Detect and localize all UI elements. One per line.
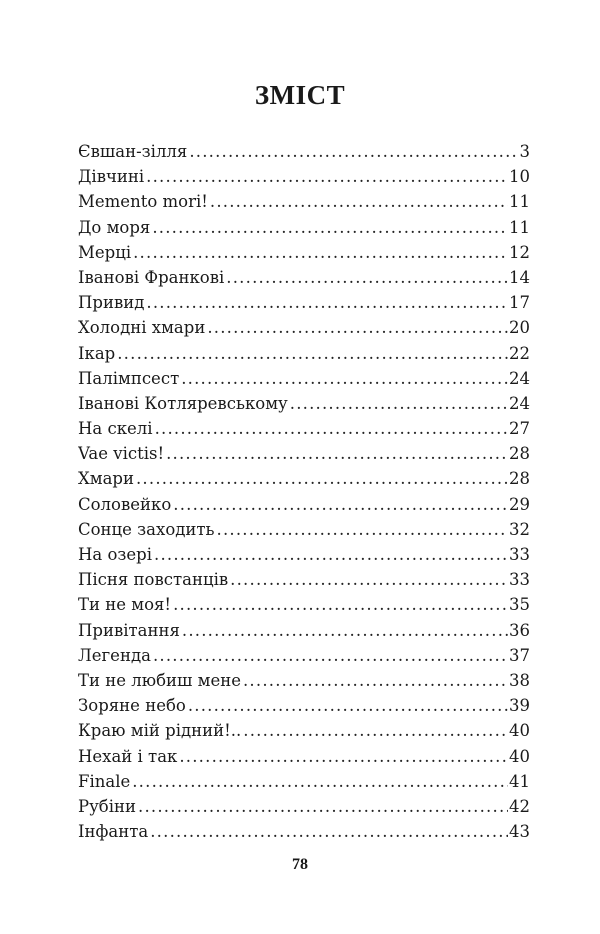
dot-leader bbox=[182, 618, 508, 643]
dot-leader bbox=[226, 265, 508, 290]
toc-entry-page: 17 bbox=[509, 293, 530, 313]
toc-entry-title: До моря bbox=[78, 217, 151, 237]
toc-entry-page: 11 bbox=[509, 192, 530, 212]
toc-entry-page: 33 bbox=[509, 545, 530, 564]
toc-entry bbox=[78, 189, 530, 214]
toc-entry-page: 12 bbox=[509, 242, 530, 262]
dot-leader bbox=[132, 769, 508, 794]
dot-leader bbox=[153, 643, 508, 668]
toc-entry-title: Палімпсест bbox=[78, 368, 180, 388]
toc-entry-title: Краю мій рідний!.. bbox=[78, 721, 242, 741]
toc-entry-title: Мерці bbox=[78, 242, 132, 262]
toc-entry-title: Рубіни bbox=[78, 796, 137, 816]
toc-entry-page: 28 bbox=[509, 444, 530, 464]
toc-entry-title: Memento mori! bbox=[78, 192, 208, 212]
toc-entry-page: 33 bbox=[509, 570, 530, 590]
toc-entry-page: 27 bbox=[509, 419, 530, 439]
toc-entry-title: Зоряне небо bbox=[78, 696, 186, 716]
toc-entry bbox=[78, 366, 530, 391]
toc-entry-page: 41 bbox=[509, 771, 530, 791]
toc-entry bbox=[78, 643, 530, 668]
toc-entry bbox=[78, 794, 530, 819]
toc-entry-title: Євшан-зілля bbox=[78, 142, 188, 161]
toc-entry bbox=[78, 391, 530, 416]
toc-entry bbox=[78, 769, 530, 794]
toc-entry-page: 28 bbox=[509, 469, 530, 489]
toc-entry-title: Сонце заходить bbox=[78, 519, 215, 539]
toc-entry-title: Іванові Франкові bbox=[78, 267, 225, 287]
dot-leader bbox=[188, 693, 508, 718]
toc-entry bbox=[78, 693, 530, 718]
toc-entry bbox=[78, 240, 530, 265]
toc-entry-title: Хмари bbox=[78, 469, 134, 489]
dot-leader bbox=[290, 391, 508, 416]
toc-entry-page: 11 bbox=[509, 217, 530, 237]
toc-entry-title: Інфанта bbox=[78, 822, 149, 842]
toc-entry bbox=[78, 492, 530, 517]
toc-entry-page: 39 bbox=[509, 696, 530, 716]
dot-leader bbox=[179, 744, 508, 769]
dot-leader bbox=[146, 164, 508, 189]
dot-leader bbox=[243, 718, 508, 743]
toc-entry bbox=[78, 139, 530, 164]
toc-entry bbox=[78, 164, 530, 189]
dot-leader bbox=[230, 567, 508, 592]
dot-leader bbox=[166, 441, 508, 466]
toc-entry-page: 32 bbox=[509, 519, 530, 539]
toc-entry bbox=[78, 744, 530, 769]
toc-entry bbox=[78, 718, 530, 743]
toc-entry-page: 40 bbox=[509, 746, 530, 766]
dot-leader bbox=[207, 315, 508, 340]
page-number: 78 bbox=[292, 856, 308, 873]
toc-entry-title: Ікар bbox=[78, 343, 116, 363]
dot-leader bbox=[133, 240, 508, 265]
toc-entry-page: 42 bbox=[509, 796, 530, 816]
toc-entry bbox=[78, 341, 530, 366]
toc-entry-page: 43 bbox=[509, 822, 530, 842]
dot-leader bbox=[155, 416, 508, 441]
toc-entry bbox=[78, 819, 530, 844]
toc-entry-title: Ти не любиш мене bbox=[78, 670, 241, 690]
dot-leader bbox=[217, 517, 508, 542]
toc-entry bbox=[78, 668, 530, 693]
toc-entry-page: 10 bbox=[509, 167, 530, 187]
toc-entry-page: 40 bbox=[509, 721, 530, 741]
page-title: ЗМІСТ bbox=[254, 80, 346, 110]
toc-entry-page: 24 bbox=[509, 393, 530, 413]
toc-entry bbox=[78, 315, 530, 340]
toc-entry-title: На скелі bbox=[78, 419, 153, 439]
toc-entry-title: На озері bbox=[78, 545, 153, 564]
toc-entry bbox=[78, 215, 530, 240]
toc-entry-title: Холодні хмари bbox=[78, 318, 206, 338]
dot-leader bbox=[210, 189, 508, 214]
toc-entry-page: 20 bbox=[509, 318, 530, 338]
toc-entry-title: Соловейко bbox=[78, 494, 172, 514]
toc-entry-page: 35 bbox=[509, 595, 530, 615]
toc-entry-page: 36 bbox=[509, 620, 530, 640]
toc-entry-title: Легенда bbox=[78, 645, 151, 665]
dot-leader bbox=[173, 492, 508, 517]
dot-leader bbox=[181, 366, 508, 391]
toc-entry-page: 24 bbox=[509, 368, 530, 388]
table-of-contents bbox=[78, 139, 530, 844]
toc-entry-title: Нехай і так bbox=[78, 746, 178, 766]
dot-leader bbox=[117, 341, 508, 366]
toc-entry bbox=[78, 517, 530, 542]
toc-entry bbox=[78, 441, 530, 466]
toc-entry-title: Привітання bbox=[78, 620, 180, 640]
toc-entry-page: 14 bbox=[509, 267, 530, 287]
toc-entry-page: 37 bbox=[509, 645, 530, 665]
toc-entry-page: 29 bbox=[509, 494, 530, 514]
toc-entry bbox=[78, 567, 530, 592]
toc-entry-title: Іванові Котляревському bbox=[78, 393, 288, 413]
dot-leader bbox=[152, 215, 508, 240]
toc-entry-title: Vae victis! bbox=[78, 444, 165, 464]
toc-entry bbox=[78, 466, 530, 491]
dot-leader bbox=[189, 139, 517, 164]
dot-leader bbox=[138, 794, 508, 819]
toc-entry-page: 38 bbox=[509, 670, 530, 690]
toc-entry bbox=[78, 542, 530, 567]
dot-leader bbox=[146, 290, 508, 315]
toc-entry-page: 22 bbox=[509, 343, 530, 363]
toc-entry-title: Ти не моя! bbox=[78, 595, 172, 615]
toc-entry bbox=[78, 592, 530, 617]
toc-entry bbox=[78, 290, 530, 315]
toc-entry-title: Пісня повстанців bbox=[78, 570, 229, 590]
toc-entry-title: Дівчині bbox=[78, 167, 145, 187]
dot-leader bbox=[154, 542, 508, 567]
dot-leader bbox=[173, 592, 508, 617]
toc-entry-page: 3 bbox=[519, 142, 530, 161]
dot-leader bbox=[136, 466, 508, 491]
dot-leader bbox=[243, 668, 508, 693]
toc-entry-title: Finale bbox=[78, 771, 131, 791]
dot-leader bbox=[150, 819, 508, 844]
toc-entry bbox=[78, 265, 530, 290]
toc-entry-title: Привид bbox=[78, 293, 145, 313]
toc-entry bbox=[78, 416, 530, 441]
toc-entry bbox=[78, 618, 530, 643]
